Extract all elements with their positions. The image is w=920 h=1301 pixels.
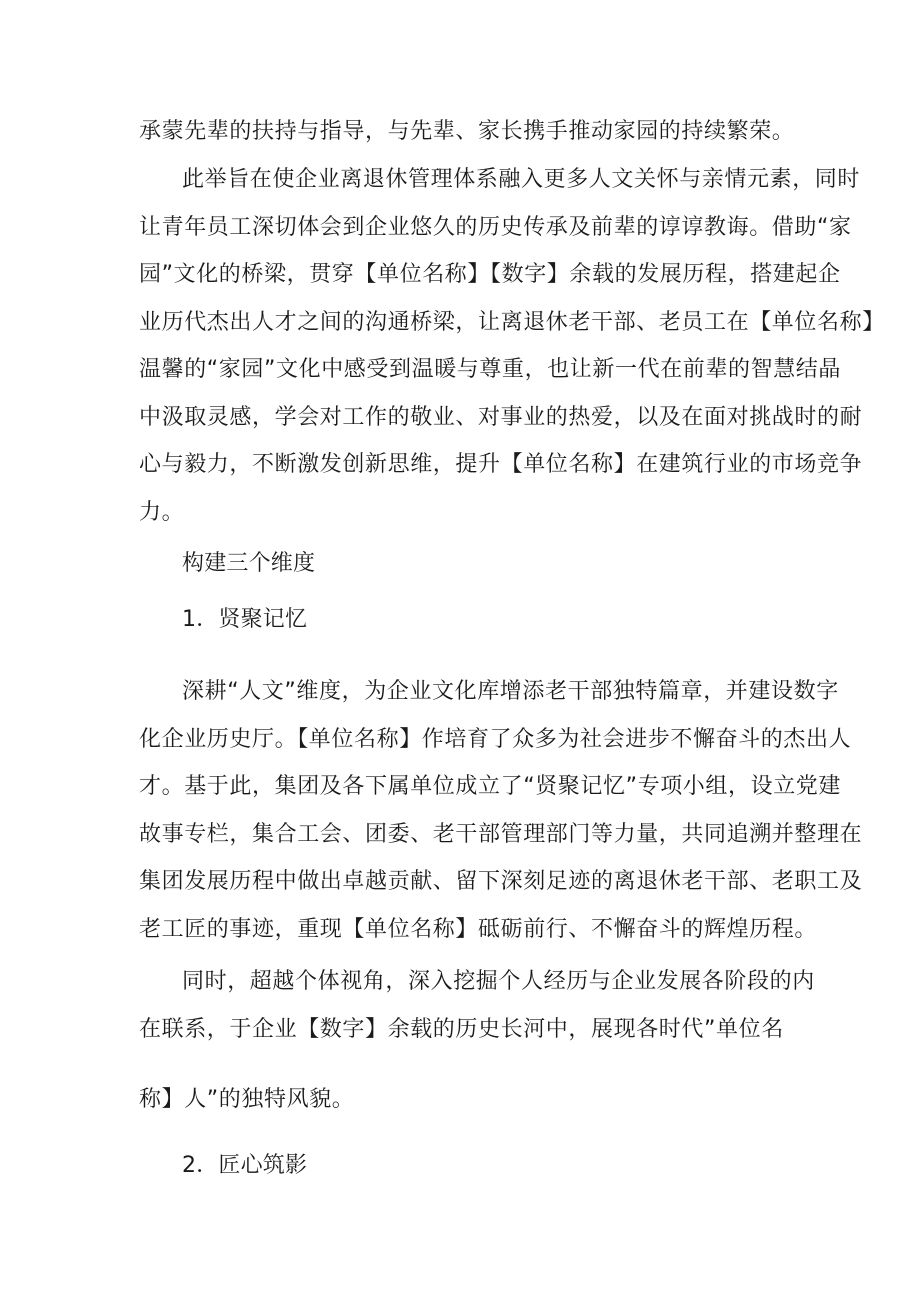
section-heading: 构建三个维度 — [182, 551, 316, 576]
paragraph-3-line-4: 故事专栏，集合工会、团委、老干部管理部门等力量，共同追溯并整理在 — [139, 822, 863, 847]
paragraph-2-line-8: 力。 — [139, 500, 185, 525]
paragraph-2-line-6: 中汲取灵感，学会对工作的敬业、对事业的热爱，以及在面对挑战时的耐 — [139, 405, 863, 430]
paragraph-4-line-3: 称】人”的独特风貌。 — [139, 1087, 355, 1112]
paragraph-3-line-6: 老工匠的事迹，重现【单位名称】砥砺前行、不懈奋斗的辉煌历程。 — [139, 917, 818, 942]
paragraph-2-line-2: 让青年员工深切体会到企业悠久的历史传承及前辈的谆谆教诲。借助“家 — [139, 215, 852, 240]
subheading-2: 2．匠心筑影 — [182, 1153, 308, 1178]
paragraph-1-line-1: 承蒙先辈的扶持与指导，与先辈、家长携手推动家园的持续繁荣。 — [139, 119, 795, 144]
paragraph-2-line-3: 园”文化的桥梁，贯穿【单位名称】【数字】余载的发展历程，搭建起企 — [139, 262, 841, 287]
paragraph-3-line-3: 才。基于此，集团及各下属单位成立了“贤聚记忆”专项小组，设立党建 — [139, 774, 841, 799]
paragraph-3-line-2: 化企业历史厅。【单位名称】作培育了众多为社会进步不懈奋斗的杰出人 — [139, 727, 852, 752]
paragraph-4-line-2: 在联系，于企业【数字】余载的历史长河中，展现各时代”单位名 — [139, 1017, 784, 1042]
paragraph-4-line-1: 同时，超越个体视角，深入挖掘个人经历与企业发展各阶段的内 — [182, 969, 815, 994]
paragraph-2-line-5: 温馨的“家园”文化中感受到温暖与尊重，也让新一代在前辈的智慧结晶 — [139, 357, 841, 382]
paragraph-2-line-1: 此举旨在使企业离退休管理体系融入更多人文关怀与亲情元素，同时 — [182, 167, 861, 192]
paragraph-2-line-4: 业历代杰出人才之间的沟通桥梁，让离退休老干部、老员工在【单位名称】 — [139, 310, 885, 335]
paragraph-2-line-7: 心与毅力，不断激发创新思维，提升【单位名称】在建筑行业的市场竞争 — [139, 452, 863, 477]
paragraph-3-line-5: 集团发展历程中做出卓越贡献、留下深刻足迹的离退休老干部、老职工及 — [139, 869, 863, 894]
subheading-1: 1．贤聚记忆 — [182, 607, 308, 632]
paragraph-3-line-1: 深耕“人文”维度，为企业文化库增添老干部独特篇章，并建设数字 — [182, 679, 839, 704]
